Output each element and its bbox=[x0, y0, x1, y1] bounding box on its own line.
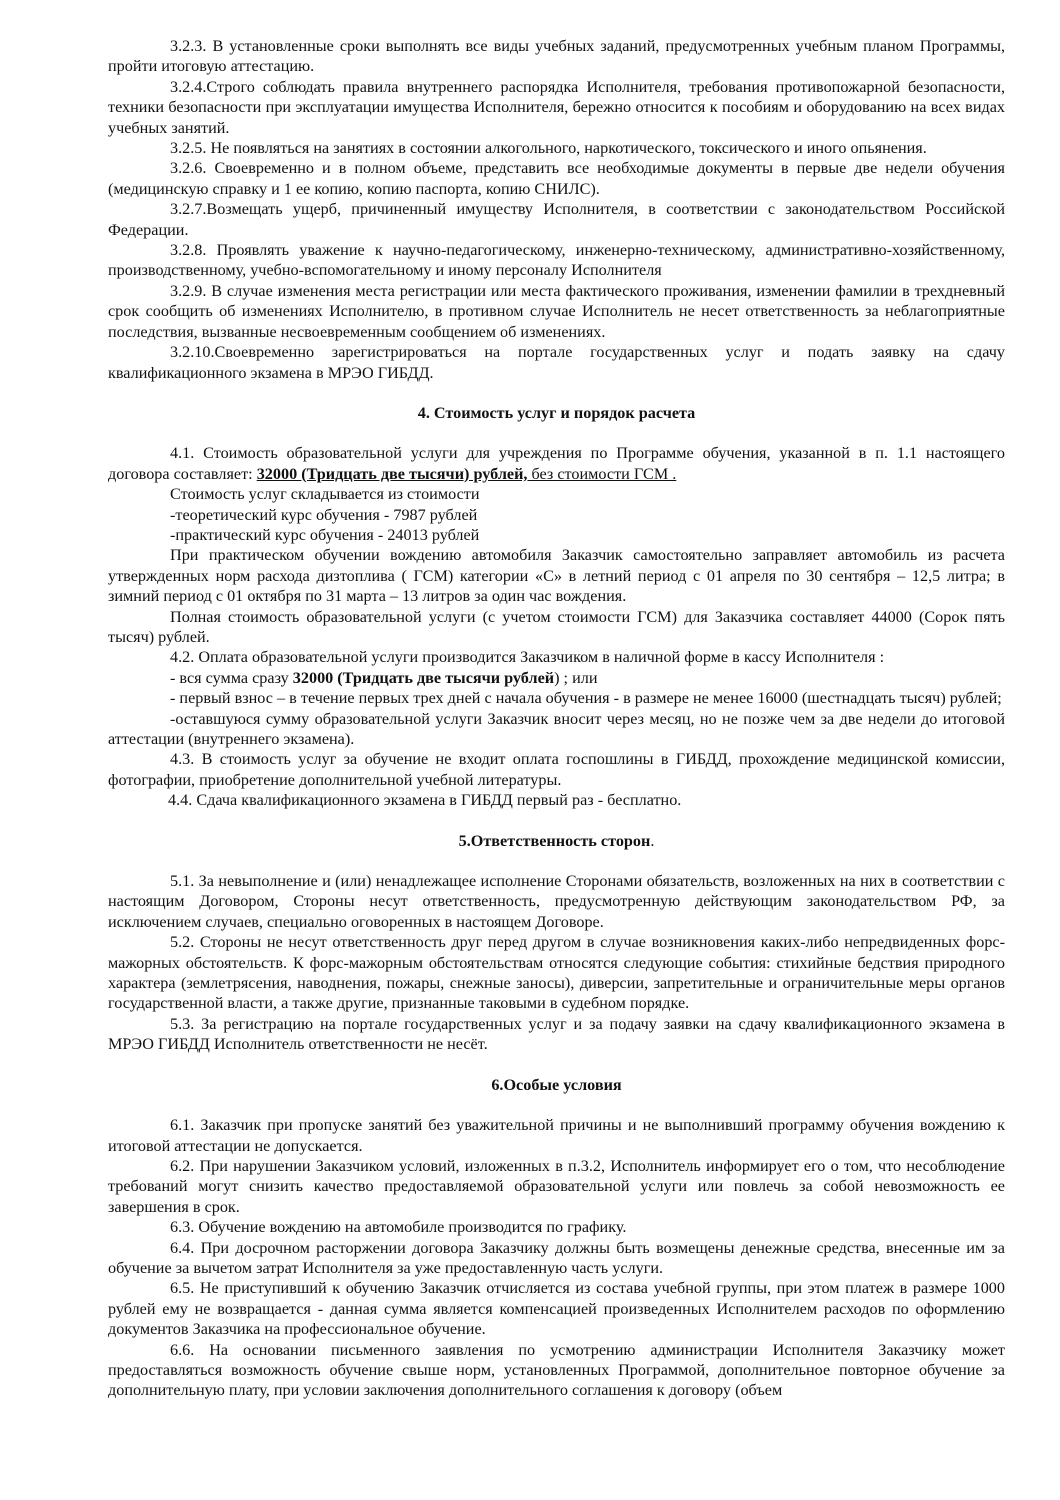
clause-5-1: 5.1. За невыполнение и (или) ненадлежащее исполнение Сторонами обязательств, возложенных на них в соответствии с настоящим Договором, Стороны несут ответственность, предусмотренную действующим законодательством РФ, за исключением случаев, специально оговоренных в настоящем Договоре. bbox=[108, 872, 1005, 931]
payment-option-3: -оставшуюся сумму образовательной услуги Заказчик вносит через месяц, но не позже чем за две недели до итоговой аттестации (внутреннего экзамена). bbox=[108, 709, 1005, 748]
clause-4-3: 4.3. В стоимость услуг за обучение не входит оплата госпошлины в ГИБДД, прохождение медицинской комиссии, фотографии, приобретение дополнительной учебной литературы. bbox=[108, 750, 1005, 789]
clause-6-6: 6.6. На основании письменного заявления по усмотрению администрации Исполнителя Заказчику может предоставляться возможность обучение свыше норм, установленных Программой, дополнительное повторное обучение за дополнительную плату, при условии заключения дополнительного соглашения к договору (объем bbox=[108, 1340, 1005, 1400]
cost-practice: -практический курс обучения - 24013 рублей bbox=[170, 525, 480, 544]
clause-6-2: 6.2. При нарушении Заказчиком условий, изложенных в п.3.2, Исполнитель информирует его о том, что несоблюдение требований могут снизить качество предоставляемой образовательной услуги или повлечь за собой невозможность ее завершения в срок. bbox=[108, 1156, 1005, 1216]
clause-3-2-4: 3.2.4.Строго соблюдать правила внутреннего распорядка Исполнителя, требования противопожарной безопасности, техники безопасности при эксплуатации имущества Исполнителя, бережно относится к пособиям и оборудованию на всех видах учебных занятий. bbox=[108, 77, 1005, 137]
clause-3-2-8: 3.2.8. Проявлять уважение к научно-педагогическому, инженерно-техническому, административно-хозяйственному, производственному, учебно-вспомогательному и иному персоналу Исполнителя bbox=[108, 241, 1005, 280]
clause-6-4: 6.4. При досрочном расторжении договора Заказчику должны быть возмещены денежные средства, внесенные им за обучение за вычетом затрат Исполнителя за уже предоставленную часть услуги. bbox=[108, 1238, 1005, 1277]
clause-3-2-5: 3.2.5. Не появляться на занятиях в состоянии алкогольного, наркотического, токсического и иного опьянения. bbox=[170, 139, 927, 158]
clause-4-4: 4.4. Сдача квалификационного экзамена в ГИБДД первый раз - бесплатно. bbox=[168, 791, 682, 810]
clause-6-3: 6.3. Обучение вождению на автомобиле производится по графику. bbox=[170, 1218, 627, 1237]
payment-option-2: - первый взнос – в течение первых трех дней с начала обучения - в размере не менее 16000 (шестнадцать тысяч) рублей; bbox=[170, 689, 1002, 708]
clause-4-2: 4.2. Оплата образовательной услуги производится Заказчиком в наличной форме в кассу Исполнителя : bbox=[170, 648, 885, 667]
cost-theory: -теоретический курс обучения - 7987 рублей bbox=[170, 505, 478, 524]
fuel-paragraph: При практическом обучении вождению автомобиля Заказчик самостоятельно заправляет автомобиль из расчета утвержденных норм расхода дизтоплива ( ГСМ) категории «С» в летний период с 01 апреля по 30 сентября – 12,5 литра; в зимний период с 01 октября по 31 марта – 13 литров за один час вождения. bbox=[108, 546, 1005, 606]
section-5-title-dot: . bbox=[650, 831, 655, 850]
clause-6-5: 6.5. Не приступивший к обучению Заказчик отчисляется из состава учебной группы, при этом платеж в размере 1000 рублей ему не возвращается - данная сумма является компенсацией произведенных Исполнителем расходов по оформлению документов Заказчика на профессиональное обучение. bbox=[108, 1279, 1005, 1339]
clause-3-2-9: 3.2.9. В случае изменения места регистрации или места фактического проживания, изменении фамилии в трехдневный срок сообщить об изменениях Исполнителю, в противном случае Исполнитель не несет ответственность за неблагоприятные последствия, вызванные несвоевременным сообщением об изменениях. bbox=[108, 281, 1005, 341]
section-4-title: 4. Стоимость услуг и порядок расчета bbox=[417, 403, 696, 422]
payment-option-1-text: - вся сумма сразу bbox=[170, 668, 293, 687]
clause-5-2: 5.2. Стороны не несут ответственность друг перед другом в случае возникновения каких-либо непредвиденных форс-мажорных обстоятельств. К форс-мажорным обстоятельствам относятся следующие события: стихийные бедствия природного характера (землетрясения, наводнения, пожары, снежные заносы), диверсии, запретительные и ограничительные меры органов государственной власти, а также другие, признанные таковыми в судебном порядке. bbox=[108, 933, 1005, 1013]
clause-4-1-note: без стоимости ГСМ . bbox=[527, 464, 677, 483]
clause-5-3: 5.3. За регистрацию на портале государственных услуг и за подачу заявки на сдачу квалификационного экзамена в МРЭО ГИБДД Исполнитель ответственности не несёт. bbox=[108, 1014, 1005, 1054]
cost-intro: Стоимость услуг складывается из стоимости bbox=[170, 485, 480, 504]
payment-option-1-amount: 32000 (Тридцать две тысячи рублей bbox=[292, 668, 555, 687]
clause-3-2-7: 3.2.7.Возмещать ущерб, причиненный имуществу Исполнителя, в соответствии с законодательством Российской Федерации. bbox=[108, 200, 1005, 239]
clause-3-2-3: 3.2.3. В установленные сроки выполнять все виды учебных заданий, предусмотренных учебным планом Программы, пройти итоговую аттестацию. bbox=[108, 37, 1005, 76]
section-5-title-text: 5.Ответственность сторон bbox=[458, 831, 651, 850]
section-5-title bbox=[108, 831, 1005, 851]
clause-4-1-text: 4.1. Стоимость образовательной услуги для учреждения по Программе обучения, указанной в п. 1.1 настоящего договора составляет: bbox=[108, 444, 1005, 483]
clause-6-1: 6.1. Заказчик при пропуске занятий без уважительной причины и не выполнивший программу обучения вождению к итоговой аттестации не допускается. bbox=[108, 1116, 1005, 1155]
clause-3-2-6: 3.2.6. Своевременно и в полном объеме, представить все необходимые документы в первые две недели обучения (медицинскую справку и 1 ее копию, копию паспорта, копию СНИЛС). bbox=[108, 159, 1005, 198]
payment-option-1 bbox=[108, 668, 1005, 688]
section-6-title: 6.Особые условия bbox=[491, 1075, 622, 1094]
clause-4-1-price: 32000 (Тридцать две тысячи) рублей, bbox=[256, 464, 528, 483]
clause-4-1 bbox=[108, 443, 1005, 484]
payment-option-1-tail: ) ; или bbox=[554, 668, 598, 687]
full-cost-paragraph: Полная стоимость образовательной услуги (с учетом стоимости ГСМ) для Заказчика составляет 44000 (Сорок пять тысяч) рублей. bbox=[108, 607, 1005, 646]
clause-3-2-10: 3.2.10.Своевременно зарегистрироваться на портале государственных услуг и подать заявку на сдачу квалификационного экзамена в МРЭО ГИБДД. bbox=[108, 343, 1005, 382]
